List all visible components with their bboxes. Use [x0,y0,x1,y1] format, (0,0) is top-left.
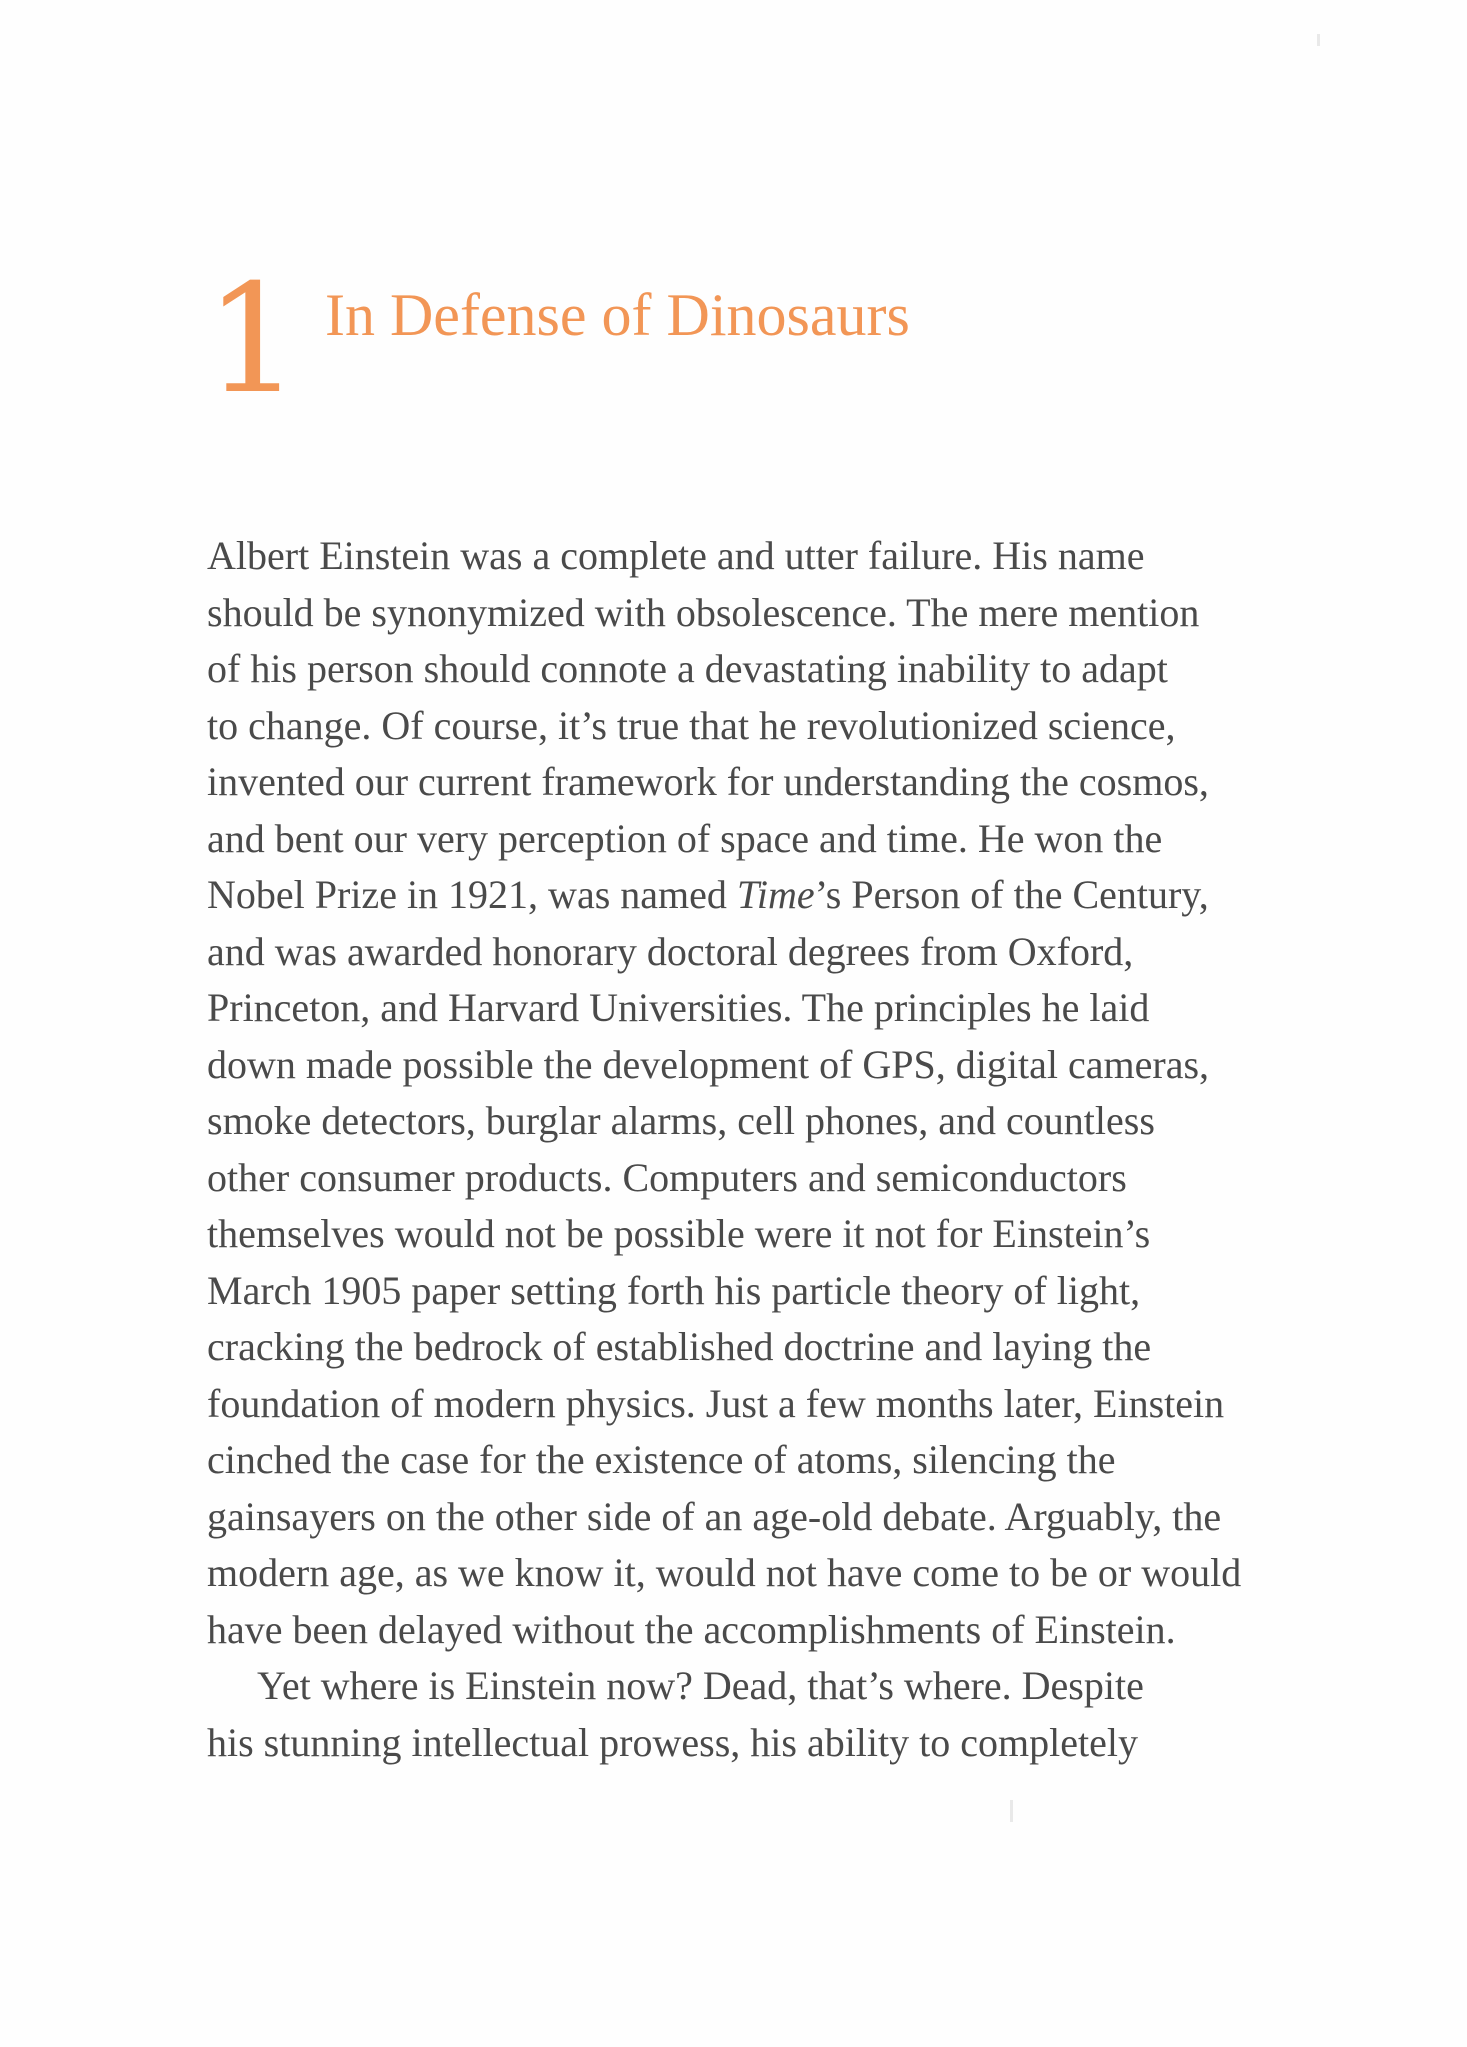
text-line: modern age, as we know it, would not have come to be or would [207,1550,1242,1595]
text-line: to change. Of course, it’s true that he revolutionized science, [207,702,1176,748]
text-line: his stunning intellectual prowess, his ability to completely [207,1719,1138,1765]
text-segment: Nobel Prize in 1921, was named [207,872,737,917]
text-line [207,867,1317,924]
text-line: gainsayers on the other side of an age-old debate. Arguably, the [207,1493,1222,1539]
text-line: invented our current framework for understanding the cosmos, [207,759,1209,804]
text-line: should be synonymized with obsolescence. The mere mention [207,589,1200,635]
text-line: smoke detectors, burglar alarms, cell phones, and countless [207,1098,1155,1143]
chapter-number: 1 [205,253,301,427]
text-line: down made possible the development of GPS, digital cameras, [207,1041,1210,1087]
scan-artifact [1010,1800,1013,1822]
text-line: and was awarded honorary doctoral degrees from Oxford, [207,928,1134,974]
paragraph-1 [207,528,1317,1658]
text-segment: ’s Person of the Century, [814,872,1209,917]
text-line: Albert Einstein was a complete and utter failure. His name [207,533,1145,578]
text-line: other consumer products. Computers and semiconductors [207,1154,1127,1200]
text-line: and bent our very perception of space and time. He won the [207,815,1163,861]
text-line: cinched the case for the existence of atoms, silencing the [207,1437,1116,1482]
text-line: Yet where is Einstein now? Dead, that’s where. Despite [257,1663,1144,1708]
paragraph-2 [207,1658,1317,1771]
text-line: March 1905 paper setting forth his particle theory of light, [207,1267,1141,1313]
chapter-title: In Defense of Dinosaurs [325,282,910,348]
scan-artifact [1317,34,1320,46]
text-line: of his person should connote a devastating inability to adapt [207,646,1168,691]
italic-title: Time [736,872,815,917]
chapter-header [205,253,1305,427]
text-line: cracking the bedrock of established doctrine and laying the [207,1324,1152,1369]
text-line: have been delayed without the accomplishments of Einstein. [207,1606,1176,1652]
text-line: Princeton, and Harvard Universities. The principles he laid [207,985,1150,1030]
text-line: foundation of modern physics. Just a few months later, Einstein [207,1380,1225,1426]
text-line: themselves would not be possible were it not for Einstein’s [207,1211,1151,1256]
chapter-body [207,528,1317,1771]
